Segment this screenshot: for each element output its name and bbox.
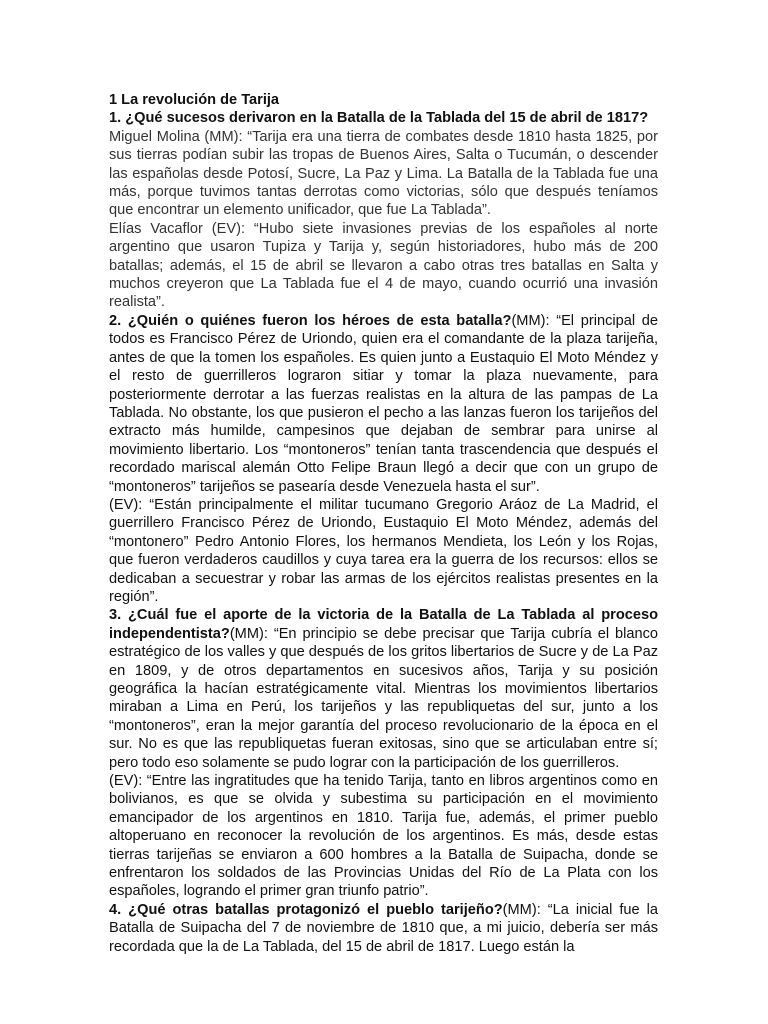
question-2: 2. ¿Quién o quiénes fueron los héroes de esta batalla? [109, 312, 512, 329]
answer-1-mm: Miguel Molina (MM): “Tarija era una tierra de combates desde 1810 hasta 1825, por sus tierras podían subir las tropas de Buenos Aires, Salta o Tucumán, o descender las españolas desde Potosí, Sucre, La Paz y Lima. La Batalla de la Tablada fue una más, porque tuvimos tantas derrotas como victorias, sólo que después teníamos que encontrar un elemento unificador, que fue La Tablada”. [109, 128, 658, 219]
question-2-paragraph [109, 312, 658, 496]
question-4: 4. ¿Qué otras batallas protagonizó el pueblo tarijeño? [109, 901, 503, 918]
answer-3-mm: (MM): “En principio se debe precisar que Tarija cubría el blanco estratégico de los valles y que después de los gritos libertarios de Sucre y de La Paz en 1809, y de otros departamentos en sucesivos años, Tarija y su posición geográfica la hacían estratégicamente vital. Mientras los movimientos libertarios miraban a Lima en Perú, los tarijeños y las republiquetas del sur, junto a los “montoneros”, eran la mejor garantía del proceso revolucionario de la época en el sur. No es que las republiquetas fueran exitosas, sino que se articulaban entre sí; pero todo eso solamente se pudo lograr con la participación de los guerrilleros. [109, 625, 658, 771]
question-3-paragraph [109, 606, 658, 772]
document-body [109, 91, 658, 956]
section-title: 1 La revolución de Tarija [109, 92, 280, 108]
answer-3-ev: (EV): “Entre las ingratitudes que ha tenido Tarija, tanto en libros argentinos como en bolivianos, es que se olvida y subestima su participación en el movimiento emancipador de los argentinos en 1810. Tarija fue, además, el primer pueblo altoperuano en reconocer la revolución de los argentinos. Es más, desde estas tierras tarijeñas se enviaron a 600 hombres a la Batalla de Suipacha, donde se enfrentaron los soldados de las Provincias Unidas del Río de La Plata con los españoles, logrando el primer gran triunfo patrio”. [109, 773, 658, 900]
answer-4-mm: (MM): “La inicial fue la Batalla de Suipacha del 7 de noviembre de 1810 que, a mi juicio, debería ser más recordada que la de La Tablada, del 15 de abril de 1817. Luego están la [109, 901, 658, 955]
question-4-paragraph [109, 901, 658, 956]
question-3: 3. ¿Cuál fue el aporte de la victoria de la Batalla de La Tablada al proceso independentista? [109, 607, 658, 642]
answer-2-ev: (EV): “Están principalmente el militar tucumano Gregorio Aráoz de La Madrid, el guerrillero Francisco Pérez de Uriondo, Eustaquio El Moto Méndez, además del “montonero” Pedro Antonio Flores, los hermanos Mendieta, los León y los Rojas, que fueron verdaderos caudillos y cuya tarea era la guerra de los recursos: ellos se dedicaban a secuestrar y robar las armas de los ejércitos realistas presentes en la región”. [109, 496, 658, 605]
question-1: 1. ¿Qué sucesos derivaron en la Batalla de la Tablada del 15 de abril de 1817? [109, 110, 649, 127]
answer-2-mm: (MM): “El principal de todos es Francisco Pérez de Uriondo, quien era el comandante de la plaza tarijeña, antes de que la tomen los españoles. Es quien junto a Eustaquio El Moto Méndez y el resto de guerrilleros lograron sitiar y tomar la plaza nuevamente, para posteriormente derrotar a las fuerzas realistas en la altura de las pampas de La Tablada. No obstante, los que pusieron el pecho a las lanzas fueron los tarijeños del extracto más humilde, campesinos que dejaban de sembrar para unirse al movimiento libertario. Los “montoneros” tenían tanta trascendencia que después el recordado mariscal alemán Otto Felipe Braun llegó a decir que con un grupo de “montoneros” tarijeños se pasearía desde Venezuela hasta el sur”. [109, 312, 659, 495]
answer-1-ev: Elías Vacaflor (EV): “Hubo siete invasiones previas de los españoles al norte argentino que usaron Tupiza y Tarija y, según historiadores, hubo más de 200 batallas; además, el 15 de abril se llevaron a cabo otras tres batallas en Salta y muchos creyeron que La Tablada fue el 4 de mayo, cuando ocurrió una invasión realista”. [109, 220, 658, 311]
